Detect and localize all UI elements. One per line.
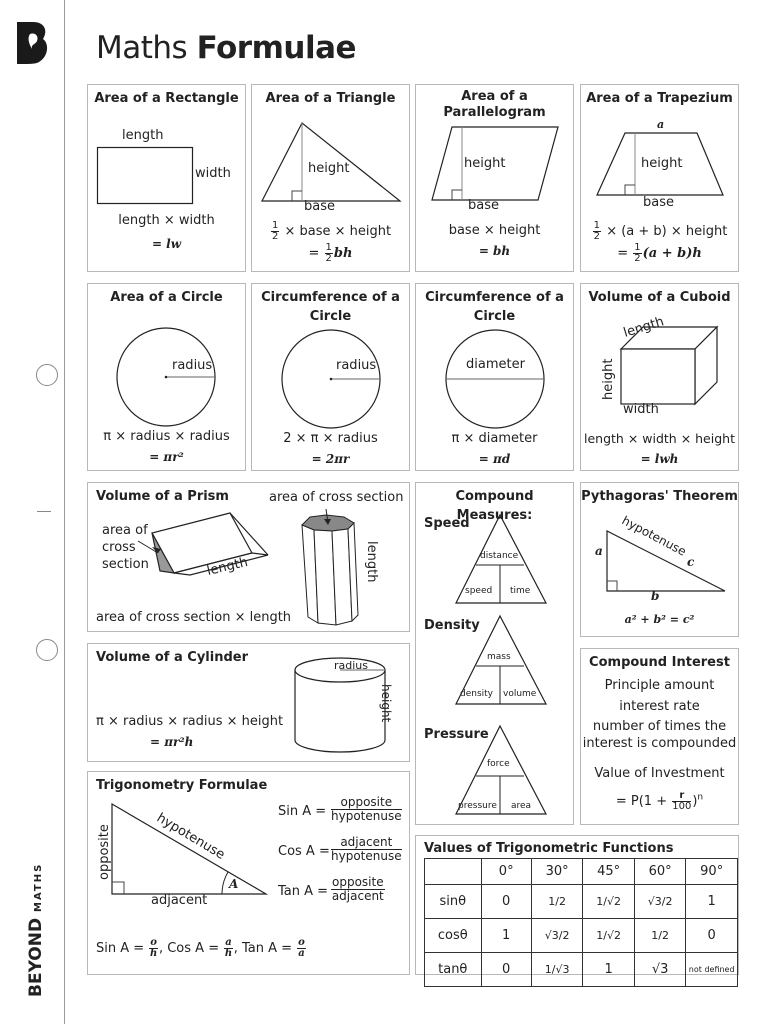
cos-45: 1/√2 (583, 919, 634, 953)
prism-formula: area of cross section × length (96, 610, 292, 625)
trig-hypotenuse-label: hypotenuse (153, 810, 228, 863)
pythagoras-card (580, 482, 739, 637)
cylinder-formula: π × radius × radius × height (96, 714, 284, 729)
summary-cos-num: a (225, 937, 232, 948)
circle-area-result: = πr² (149, 450, 184, 464)
cuboid-width-label: width (623, 402, 659, 417)
pythagoras-b-label: b (651, 589, 660, 603)
sin-den: hypotenuse (331, 809, 402, 823)
prism-area-label-3: section (102, 557, 149, 572)
title-light: Maths (96, 30, 188, 66)
sin-60: √3/2 (634, 885, 686, 919)
trig-sin-fraction (331, 796, 402, 823)
triangle-formula: $\frac{1}{2}$ × base × height (271, 220, 392, 242)
pressure-top-label: force (487, 759, 510, 769)
trapezium-card (580, 84, 739, 272)
cos-num: adjacent (331, 836, 402, 850)
pythagoras-c-label: c (687, 555, 695, 569)
ci-r: r (672, 791, 691, 802)
trig-opposite-label-svg (94, 816, 116, 886)
speed-left-label: speed (465, 586, 493, 596)
trig-values-card (415, 835, 739, 975)
compound-measures-title: Compound Measures: (455, 489, 534, 523)
prism-area-label-2: cross (102, 540, 136, 555)
circumference-d-card (415, 283, 574, 471)
cos-90: 0 (686, 919, 738, 953)
summary-sin-den: h (149, 948, 158, 959)
rectangle-shape (97, 147, 197, 207)
triangle-card (251, 84, 410, 272)
density-top-label: mass (487, 652, 511, 662)
cylinder-card (87, 643, 410, 762)
binder-hole-bottom (36, 639, 58, 661)
summary-tan-den: a (298, 948, 305, 959)
circumference-d-shape (441, 327, 551, 427)
binder-hole-top (36, 364, 58, 386)
row-label-cos: cosθ (425, 919, 482, 953)
row-label-sin: sinθ (425, 885, 482, 919)
summary-sin-num: o (150, 937, 157, 948)
circumference-d-title: Circumference of a Circle (425, 290, 564, 324)
brand-vertical (6, 860, 62, 1000)
pythagoras-hyp-label: hypotenuse (619, 513, 689, 559)
parallelogram-formula: base × height (448, 223, 541, 238)
ci-line1: Principle amount (604, 678, 715, 693)
circumference-r-shape (277, 327, 387, 427)
cos-30: √3/2 (531, 919, 583, 953)
parallelogram-height-label: height (464, 156, 506, 171)
table-header-row (425, 859, 738, 885)
cylinder-height-label-svg (376, 682, 398, 738)
header-cell: 0° (481, 859, 531, 885)
pythagoras-formula: a² + b² = c² (624, 613, 695, 626)
prism-length2-label: length (364, 541, 379, 583)
trig-hypotenuse-label-svg (150, 808, 240, 868)
trig-values-title: Values of Trigonometric Functions (424, 841, 674, 856)
table-row (425, 953, 738, 987)
margin-line (64, 0, 65, 1024)
trig-values-table (424, 858, 738, 987)
tan-den: adjacent (331, 889, 384, 903)
trig-sin-label: Sin A = (278, 804, 327, 819)
cuboid-height-label-svg (597, 354, 619, 404)
tan-30: 1/√3 (531, 953, 583, 987)
ci-line4: interest is compounded (582, 736, 737, 751)
trapezium-title: Area of a Trapezium (586, 91, 733, 106)
trapezium-result: = $\frac{1}{2}$ (a + b)h (617, 242, 702, 264)
circumference-d-result: = πd (478, 452, 511, 466)
summary-sin: Sin A = (96, 941, 145, 956)
trig-cos-fraction (331, 836, 402, 863)
trig-tan-label: Tan A = (278, 884, 329, 899)
rectangle-result: = lw (151, 237, 182, 251)
ci-100: 100 (672, 801, 692, 812)
sin-45: 1/√2 (583, 885, 634, 919)
title-bold: Formulae (196, 30, 357, 66)
header-cell (425, 859, 482, 885)
triangle-result: = $\frac{1}{2}$ bh (308, 242, 353, 264)
rectangle-width-label: width (195, 166, 231, 181)
prism-area-label: area of cross section (269, 490, 404, 505)
cos-den: hypotenuse (331, 849, 402, 863)
trig-adjacent-label: adjacent (151, 893, 208, 908)
circumference-r-card (251, 283, 410, 471)
pressure-left-label: pressure (458, 801, 497, 811)
cuboid-height-label: height (601, 358, 616, 400)
cos-60: 1/2 (634, 919, 686, 953)
trapezium-base-label: base (643, 195, 674, 210)
triangle-height-label: height (308, 161, 350, 176)
rectangle-title: Area of a Rectangle (94, 91, 239, 106)
ci-line5: Value of Investment (594, 766, 725, 781)
cuboid-length-label-svg (623, 313, 683, 343)
pythagoras-title: Pythagoras' Theorem (581, 489, 738, 504)
pressure-heading: Pressure (424, 727, 489, 742)
compound-interest-card (580, 648, 739, 825)
trapezium-a-label: a (657, 118, 665, 131)
circle-area-title: Area of a Circle (110, 290, 223, 305)
pythagoras-hyp-label-svg (619, 511, 719, 571)
trig-angle-label: A (229, 877, 239, 891)
circle-area-formula: π × radius × radius (103, 429, 230, 444)
parallelogram-card (415, 84, 574, 272)
tan-90: not defined (686, 953, 738, 987)
trig-tan-fraction (331, 876, 385, 903)
ci-line2: interest rate (619, 699, 700, 714)
trigonometry-card (87, 771, 410, 975)
triangle-title: Area of a Triangle (265, 91, 396, 106)
row-label-tan: tanθ (425, 953, 482, 987)
parallelogram-result: = bh (478, 244, 511, 258)
prism-length-label: length (205, 554, 250, 579)
compound-measures-card (415, 482, 574, 825)
parallelogram-base-label: base (468, 198, 499, 213)
summary-tan: , Tan A = (233, 941, 293, 956)
trig-summary (96, 938, 307, 959)
circle-area-card (87, 283, 246, 471)
table-row (425, 885, 738, 919)
circumference-r-result: = 2πr (311, 452, 350, 466)
trigonometry-title: Trigonometry Formulae (96, 778, 268, 793)
tan-0: 0 (481, 953, 531, 987)
cuboid-card (580, 283, 739, 471)
trapezium-formula: $\frac{1}{2}$ × (a + b) × height (593, 220, 728, 242)
rectangle-formula: length × width (118, 213, 215, 228)
cuboid-title: Volume of a Cuboid (588, 290, 731, 305)
triangle-formula-text: × base × height (284, 224, 392, 239)
circumference-r-title: Circumference of a Circle (261, 290, 400, 324)
cuboid-result: = lwh (640, 452, 679, 466)
ci-formula: = P(1 + $\frac{r}{100}$ )$^n$ (615, 790, 704, 812)
summary-tan-num: o (298, 937, 305, 948)
sin-30: 1/2 (531, 885, 583, 919)
parallelogram-title: Area of a Parallelogram (443, 89, 546, 120)
trig-cos-label: Cos A = (278, 844, 330, 859)
circumference-d-diameter-label: diameter (466, 357, 525, 372)
prism-area-label-1: area of (102, 523, 148, 538)
cos-0: 1 (481, 919, 531, 953)
speed-top-label: distance (480, 551, 519, 561)
table-row (425, 919, 738, 953)
header-cell: 60° (634, 859, 686, 885)
circumference-d-formula: π × diameter (451, 431, 538, 446)
tan-num: opposite (332, 875, 384, 889)
speed-right-label: time (510, 586, 531, 596)
page-title (96, 30, 356, 66)
brand-sub: MATHS (33, 862, 44, 912)
ci-line3: number of times the (592, 719, 727, 734)
ci-eq: = P(1 + (615, 794, 668, 809)
tan-60: √3 (634, 953, 686, 987)
circle-area-shape (112, 325, 222, 425)
header-cell: 30° (531, 859, 583, 885)
prism-card (87, 482, 410, 632)
trapezium-height-label: height (641, 156, 683, 171)
sin-90: 1 (686, 885, 738, 919)
cylinder-radius-label: radius (334, 659, 369, 672)
summary-cos-den: h (224, 948, 233, 959)
sin-num: opposite (331, 796, 402, 810)
trapezium-formula-text: × (a + b) × height (606, 224, 728, 239)
cylinder-height-label: height (379, 684, 393, 723)
rectangle-card (87, 84, 246, 272)
triangle-result-text: bh (333, 246, 353, 261)
ci-n: n (697, 792, 704, 803)
sin-0: 0 (481, 885, 531, 919)
cuboid-length-label: length (621, 314, 666, 341)
prism-title: Volume of a Prism (96, 489, 229, 504)
circle-area-radius-label: radius (172, 358, 213, 373)
density-right-label: volume (503, 689, 537, 699)
rectangle-length-label: length (122, 128, 164, 143)
cylinder-result: = πr²h (150, 735, 194, 749)
tan-45: 1 (583, 953, 634, 987)
header-cell: 45° (583, 859, 634, 885)
summary-cos: , Cos A = (158, 941, 220, 956)
prism-length2-label-svg (362, 537, 384, 593)
speed-heading: Speed (424, 516, 470, 531)
brand-main: BEYOND (26, 917, 46, 997)
cuboid-formula: length × width × height (584, 431, 735, 446)
density-heading: Density (424, 618, 480, 633)
trig-opposite-label: opposite (97, 824, 112, 880)
compound-interest-title: Compound Interest (589, 655, 730, 670)
density-left-label: density (460, 689, 493, 699)
trapezium-result-text: (a + b)h (642, 246, 702, 261)
circumference-r-radius-label: radius (336, 358, 377, 373)
header-cell: 90° (686, 859, 738, 885)
pressure-right-label: area (511, 801, 532, 811)
circumference-r-formula: 2 × π × radius (283, 431, 378, 446)
cylinder-title: Volume of a Cylinder (96, 650, 249, 665)
beyond-logo-icon (15, 22, 49, 64)
triangle-base-label: base (304, 199, 335, 214)
prism-length-label-svg (204, 545, 264, 581)
pythagoras-a-label: a (595, 544, 603, 558)
fold-mark (37, 511, 51, 512)
